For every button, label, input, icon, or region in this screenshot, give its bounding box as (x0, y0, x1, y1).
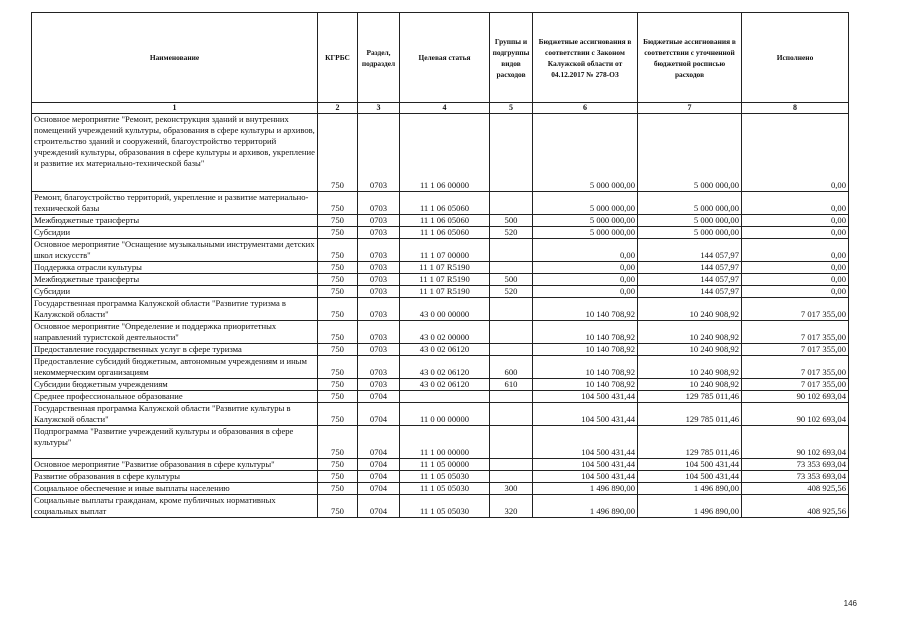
row-law-amount: 1 496 890,00 (533, 495, 638, 518)
row-refined-amount: 1 496 890,00 (638, 483, 742, 495)
row-name: Предоставление субсидий бюджетным, автономным учреждениям и иным некоммерческим организациям (32, 356, 318, 379)
row-target: 11 1 06 05060 (400, 215, 490, 227)
row-section: 0703 (358, 274, 400, 286)
row-refined-amount: 104 500 431,44 (638, 471, 742, 483)
column-number: 4 (400, 103, 490, 114)
table-row (32, 215, 849, 227)
row-target: 11 1 00 00000 (400, 426, 490, 459)
row-refined-amount: 10 240 908,92 (638, 321, 742, 344)
budget-table (31, 12, 849, 518)
row-law-amount: 104 500 431,44 (533, 471, 638, 483)
row-refined-amount: 129 785 011,46 (638, 403, 742, 426)
row-group (490, 391, 533, 403)
row-refined-amount: 5 000 000,00 (638, 114, 742, 192)
row-law-amount: 5 000 000,00 (533, 114, 638, 192)
row-law-amount: 0,00 (533, 262, 638, 274)
row-executed-amount: 0,00 (742, 192, 849, 215)
row-executed-amount: 0,00 (742, 215, 849, 227)
row-kgrbs: 750 (318, 274, 358, 286)
row-section: 0703 (358, 114, 400, 192)
row-group: 610 (490, 379, 533, 391)
row-kgrbs: 750 (318, 403, 358, 426)
row-group: 520 (490, 227, 533, 239)
row-kgrbs: 750 (318, 391, 358, 403)
row-refined-amount: 10 240 908,92 (638, 356, 742, 379)
row-refined-amount: 5 000 000,00 (638, 227, 742, 239)
row-kgrbs: 750 (318, 262, 358, 274)
row-kgrbs: 750 (318, 321, 358, 344)
table-row (32, 192, 849, 215)
header-name: Наименование (32, 13, 318, 103)
row-executed-amount: 90 102 693,04 (742, 426, 849, 459)
row-name: Межбюджетные трансферты (32, 215, 318, 227)
row-section: 0704 (358, 471, 400, 483)
row-section: 0703 (358, 321, 400, 344)
row-refined-amount: 144 057,97 (638, 274, 742, 286)
row-group: 500 (490, 274, 533, 286)
row-section: 0703 (358, 215, 400, 227)
row-executed-amount: 90 102 693,04 (742, 391, 849, 403)
table-row (32, 286, 849, 298)
column-number: 1 (32, 103, 318, 114)
row-name: Поддержка отрасли культуры (32, 262, 318, 274)
row-target: 43 0 02 06120 (400, 344, 490, 356)
row-law-amount: 0,00 (533, 286, 638, 298)
row-law-amount: 10 140 708,92 (533, 379, 638, 391)
row-executed-amount: 7 017 355,00 (742, 298, 849, 321)
row-executed-amount: 0,00 (742, 239, 849, 262)
header-executed: Исполнено (742, 13, 849, 103)
row-group: 600 (490, 356, 533, 379)
row-refined-amount: 129 785 011,46 (638, 426, 742, 459)
row-executed-amount: 7 017 355,00 (742, 321, 849, 344)
row-target: 11 1 05 05030 (400, 483, 490, 495)
row-law-amount: 10 140 708,92 (533, 356, 638, 379)
row-name: Межбюджетные трансферты (32, 274, 318, 286)
table-row (32, 356, 849, 379)
row-target: 43 0 02 06120 (400, 356, 490, 379)
row-refined-amount: 144 057,97 (638, 262, 742, 274)
table-row (32, 495, 849, 518)
row-executed-amount: 7 017 355,00 (742, 344, 849, 356)
row-section: 0704 (358, 426, 400, 459)
row-refined-amount: 10 240 908,92 (638, 344, 742, 356)
row-name: Государственная программа Калужской области "Развитие туризма в Калужской области" (32, 298, 318, 321)
row-executed-amount: 0,00 (742, 262, 849, 274)
row-refined-amount: 144 057,97 (638, 286, 742, 298)
row-law-amount: 0,00 (533, 239, 638, 262)
row-group (490, 403, 533, 426)
row-name: Социальное обеспечение и иные выплаты населению (32, 483, 318, 495)
row-refined-amount: 129 785 011,46 (638, 391, 742, 403)
row-section: 0703 (358, 356, 400, 379)
row-executed-amount: 90 102 693,04 (742, 403, 849, 426)
header-row (32, 13, 849, 103)
row-refined-amount: 10 240 908,92 (638, 298, 742, 321)
row-name: Социальные выплаты гражданам, кроме публичных нормативных социальных выплат (32, 495, 318, 518)
row-executed-amount: 0,00 (742, 274, 849, 286)
table-row (32, 426, 849, 459)
row-section: 0703 (358, 239, 400, 262)
row-target: 11 1 05 05030 (400, 495, 490, 518)
row-executed-amount: 408 925,56 (742, 483, 849, 495)
row-kgrbs: 750 (318, 286, 358, 298)
table-row (32, 391, 849, 403)
row-law-amount: 10 140 708,92 (533, 344, 638, 356)
row-section: 0704 (358, 483, 400, 495)
row-executed-amount: 7 017 355,00 (742, 356, 849, 379)
table-row (32, 274, 849, 286)
header-group: Группы и подгруппы видов расходов (490, 13, 533, 103)
row-executed-amount: 0,00 (742, 227, 849, 239)
table-body (32, 114, 849, 518)
row-group (490, 192, 533, 215)
table-row (32, 239, 849, 262)
row-refined-amount: 5 000 000,00 (638, 215, 742, 227)
row-group (490, 239, 533, 262)
row-target: 43 0 02 06120 (400, 379, 490, 391)
row-section: 0703 (358, 227, 400, 239)
row-refined-amount: 10 240 908,92 (638, 379, 742, 391)
row-law-amount: 5 000 000,00 (533, 227, 638, 239)
row-executed-amount: 7 017 355,00 (742, 379, 849, 391)
row-kgrbs: 750 (318, 356, 358, 379)
row-group: 520 (490, 286, 533, 298)
row-section: 0703 (358, 262, 400, 274)
row-kgrbs: 750 (318, 459, 358, 471)
row-section: 0704 (358, 403, 400, 426)
header-refined: Бюджетные ассигнования в соответствии с уточненной бюджетной росписью расходов (638, 13, 742, 103)
column-number: 7 (638, 103, 742, 114)
row-refined-amount: 5 000 000,00 (638, 192, 742, 215)
row-kgrbs: 750 (318, 483, 358, 495)
row-kgrbs: 750 (318, 344, 358, 356)
page-number: 146 (843, 599, 857, 608)
row-target: 11 1 05 00000 (400, 459, 490, 471)
row-name: Основное мероприятие "Определение и поддержка приоритетных направлений туристской деятельности" (32, 321, 318, 344)
row-group (490, 262, 533, 274)
header-target: Целевая статья (400, 13, 490, 103)
row-executed-amount: 408 925,56 (742, 495, 849, 518)
table-row (32, 379, 849, 391)
row-name: Субсидии (32, 286, 318, 298)
row-group (490, 298, 533, 321)
column-number-row (32, 103, 849, 114)
row-group (490, 114, 533, 192)
row-law-amount: 104 500 431,44 (533, 403, 638, 426)
row-kgrbs: 750 (318, 114, 358, 192)
row-target: 43 0 00 00000 (400, 298, 490, 321)
table-row (32, 483, 849, 495)
row-target: 11 1 07 R5190 (400, 262, 490, 274)
row-section: 0703 (358, 344, 400, 356)
row-target: 11 1 07 R5190 (400, 286, 490, 298)
row-kgrbs: 750 (318, 471, 358, 483)
row-section: 0704 (358, 459, 400, 471)
row-name: Государственная программа Калужской области "Развитие культуры в Калужской области" (32, 403, 318, 426)
row-law-amount: 104 500 431,44 (533, 426, 638, 459)
row-kgrbs: 750 (318, 379, 358, 391)
row-section: 0703 (358, 192, 400, 215)
row-kgrbs: 750 (318, 227, 358, 239)
row-name: Субсидии (32, 227, 318, 239)
row-section: 0704 (358, 495, 400, 518)
row-target: 11 1 07 00000 (400, 239, 490, 262)
header-kgrbs: КГРБС (318, 13, 358, 103)
row-refined-amount: 1 496 890,00 (638, 495, 742, 518)
row-name: Предоставление государственных услуг в сфере туризма (32, 344, 318, 356)
row-law-amount: 5 000 000,00 (533, 192, 638, 215)
row-law-amount: 104 500 431,44 (533, 459, 638, 471)
row-name: Субсидии бюджетным учреждениям (32, 379, 318, 391)
table-row (32, 344, 849, 356)
header-section: Раздел, подраздел (358, 13, 400, 103)
row-executed-amount: 73 353 693,04 (742, 471, 849, 483)
row-section: 0703 (358, 379, 400, 391)
row-name: Развитие образования в сфере культуры (32, 471, 318, 483)
header-law: Бюджетные ассигнования в соответствии с Законом Калужской области от 04.12.2017 № 278-ОЗ (533, 13, 638, 103)
column-number: 8 (742, 103, 849, 114)
row-kgrbs: 750 (318, 298, 358, 321)
row-kgrbs: 750 (318, 192, 358, 215)
column-number: 5 (490, 103, 533, 114)
row-law-amount: 0,00 (533, 274, 638, 286)
row-group (490, 344, 533, 356)
row-section: 0703 (358, 286, 400, 298)
column-number: 6 (533, 103, 638, 114)
row-executed-amount: 0,00 (742, 286, 849, 298)
row-name: Ремонт, благоустройство территорий, укрепление и развитие материально-технической базы (32, 192, 318, 215)
row-kgrbs: 750 (318, 426, 358, 459)
row-law-amount: 10 140 708,92 (533, 298, 638, 321)
table-row (32, 298, 849, 321)
row-name: Подпрограмма "Развитие учреждений культуры и образования в сфере культуры" (32, 426, 318, 459)
row-section: 0703 (358, 298, 400, 321)
row-target: 11 1 07 R5190 (400, 274, 490, 286)
row-kgrbs: 750 (318, 495, 358, 518)
table-row (32, 471, 849, 483)
row-executed-amount: 73 353 693,04 (742, 459, 849, 471)
row-group: 300 (490, 483, 533, 495)
table-row (32, 403, 849, 426)
row-group (490, 459, 533, 471)
row-law-amount: 5 000 000,00 (533, 215, 638, 227)
row-refined-amount: 144 057,97 (638, 239, 742, 262)
row-group (490, 321, 533, 344)
row-target: 11 1 06 00000 (400, 114, 490, 192)
table-row (32, 321, 849, 344)
row-refined-amount: 104 500 431,44 (638, 459, 742, 471)
table-row (32, 227, 849, 239)
row-target: 11 1 06 05060 (400, 227, 490, 239)
budget-sheet (31, 12, 848, 518)
row-group: 500 (490, 215, 533, 227)
row-law-amount: 1 496 890,00 (533, 483, 638, 495)
row-kgrbs: 750 (318, 239, 358, 262)
row-group: 320 (490, 495, 533, 518)
row-group (490, 471, 533, 483)
row-target: 11 1 06 05060 (400, 192, 490, 215)
row-kgrbs: 750 (318, 215, 358, 227)
row-target: 11 0 00 00000 (400, 403, 490, 426)
row-name: Основное мероприятие "Ремонт, реконструкция зданий и внутренних помещений учреждений культуры, образования в сфере культуры и архивов, строительство зданий и сооружений, благоустройство территорий учреждений культуры, образования в сфере культуры и архивов, укрепление и развитие их материально-технической базы" (32, 114, 318, 192)
row-law-amount: 10 140 708,92 (533, 321, 638, 344)
table-row (32, 459, 849, 471)
column-number: 3 (358, 103, 400, 114)
row-law-amount: 104 500 431,44 (533, 391, 638, 403)
row-group (490, 426, 533, 459)
row-name: Основное мероприятие "Оснащение музыкальными инструментами детских школ искусств" (32, 239, 318, 262)
table-row (32, 262, 849, 274)
row-name: Основное мероприятие "Развитие образования в сфере культуры" (32, 459, 318, 471)
column-number: 2 (318, 103, 358, 114)
table-row (32, 114, 849, 192)
row-section: 0704 (358, 391, 400, 403)
row-executed-amount: 0,00 (742, 114, 849, 192)
row-target: 11 1 05 05030 (400, 471, 490, 483)
row-name: Среднее профессиональное образование (32, 391, 318, 403)
row-target: 43 0 02 00000 (400, 321, 490, 344)
row-target (400, 391, 490, 403)
